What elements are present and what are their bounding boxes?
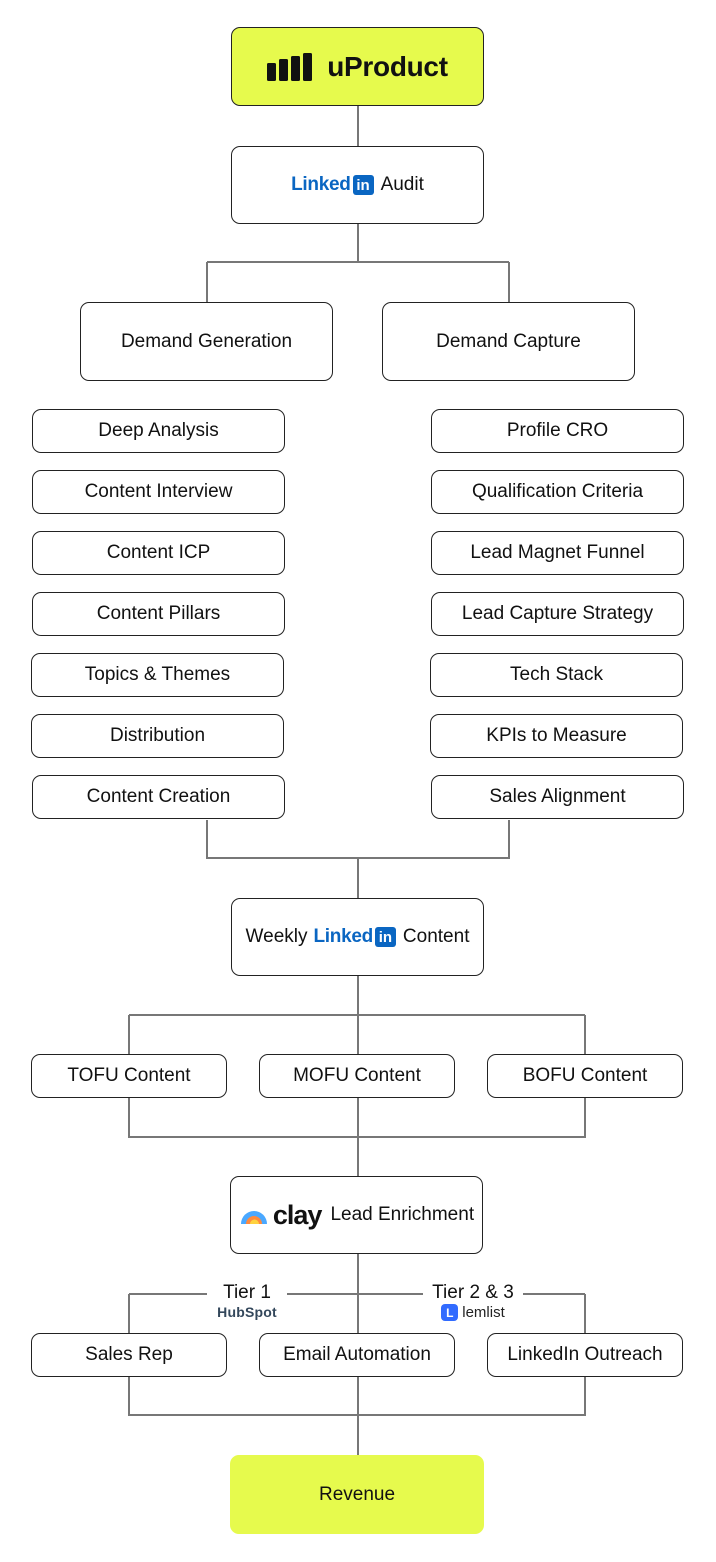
clay-logo-icon [239,1204,269,1226]
revenue-box: Revenue [230,1455,484,1534]
generation-item: Distribution [31,714,284,758]
enrichment-label: Lead Enrichment [330,1204,475,1225]
capture-item: Sales Alignment [431,775,684,819]
tier-1-label-group [207,1282,287,1326]
sales-rep-box: Sales Rep [31,1333,227,1377]
generation-item: Topics & Themes [31,653,284,697]
capture-item: KPIs to Measure [430,714,683,758]
clay-logo-text: clay [272,1199,322,1230]
audit-label: Audit [380,174,424,195]
tier-2-3-label: Tier 2 & 3 [432,1282,514,1303]
weekly-prefix: Weekly [245,926,308,947]
generation-item: Content Interview [32,470,285,514]
generation-item: Deep Analysis [32,409,285,453]
linkedin-logo-text: Linked [313,926,373,947]
tofu-content-box: TOFU Content [31,1054,227,1098]
hubspot-logo: HubSpot [217,1304,277,1320]
brand-box [231,27,484,106]
tier-2-3-label-group [423,1282,523,1326]
capture-item: Lead Capture Strategy [431,592,684,636]
lemlist-logo-text: lemlist [462,1304,505,1321]
demand-generation-box: Demand Generation [80,302,333,381]
generation-item: Content Pillars [32,592,285,636]
linkedin-logo-icon: in [353,175,374,195]
generation-item: Content Creation [32,775,285,819]
demand-capture-box: Demand Capture [382,302,635,381]
bar-chart-logo-icon [267,53,313,81]
bofu-content-box: BOFU Content [487,1054,683,1098]
capture-item: Qualification Criteria [431,470,684,514]
capture-item: Tech Stack [430,653,683,697]
linkedin-logo-text: Linked [291,174,351,195]
mofu-content-box: MOFU Content [259,1054,455,1098]
linkedin-outreach-box: LinkedIn Outreach [487,1333,683,1377]
brand-name: uProduct [327,50,448,82]
linkedin-audit-box [231,146,484,224]
email-automation-box: Email Automation [259,1333,455,1377]
lead-enrichment-box [230,1176,483,1254]
capture-item: Lead Magnet Funnel [431,531,684,575]
weekly-suffix: Content [402,926,470,947]
tier-1-label: Tier 1 [223,1282,271,1303]
linkedin-logo-icon: in [375,927,396,947]
weekly-linkedin-content-box [231,898,484,976]
generation-item: Content ICP [32,531,285,575]
lemlist-logo-icon: L [441,1304,458,1321]
capture-item: Profile CRO [431,409,684,453]
